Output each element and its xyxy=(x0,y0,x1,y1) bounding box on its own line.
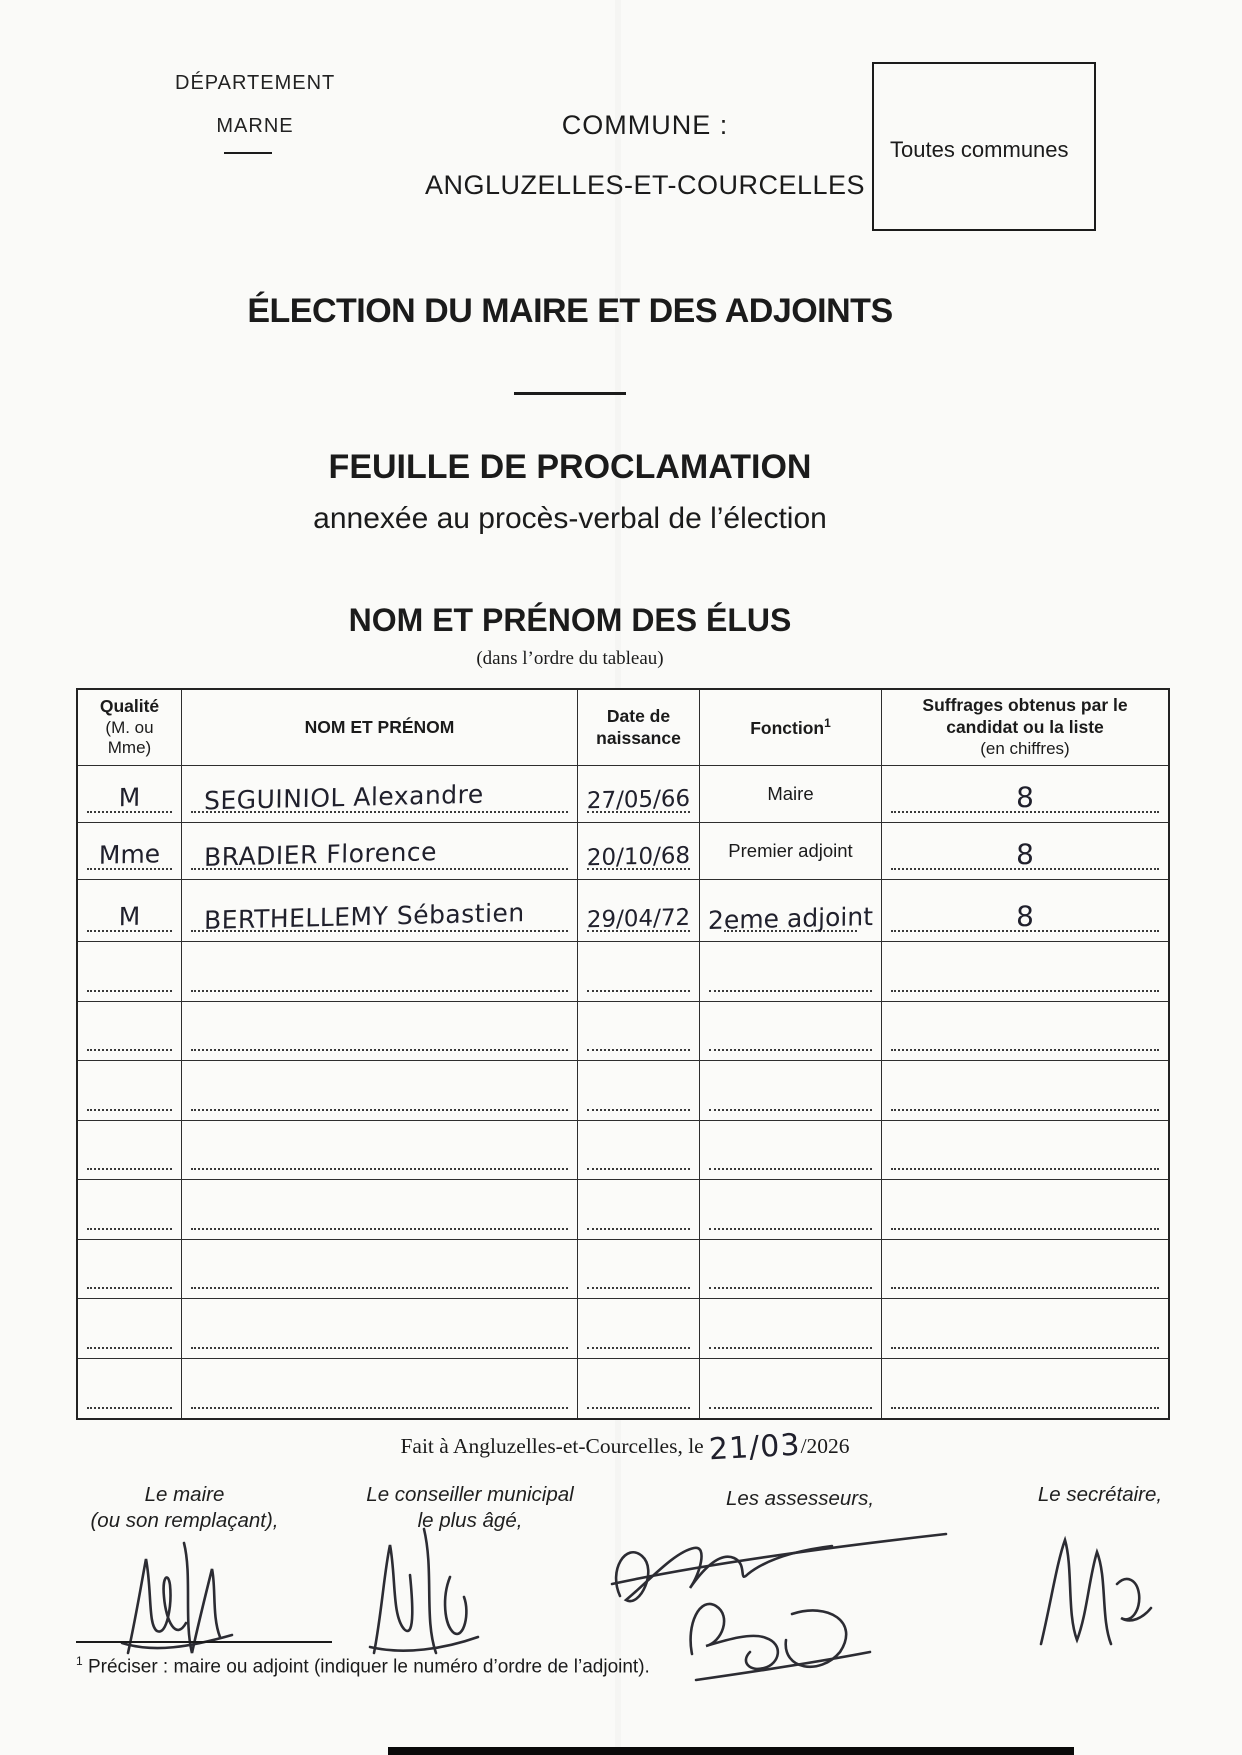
row1-nom xyxy=(182,766,578,823)
row3-qualite-value: M xyxy=(118,901,141,932)
row7-fonction xyxy=(700,1121,882,1181)
row7-naissance xyxy=(578,1121,700,1181)
row2-nom xyxy=(182,823,578,880)
row1-naissance-value: 27/05/66 xyxy=(586,785,691,815)
row1-nom-value: SEGUINIOL Alexandre xyxy=(203,779,484,816)
row11-nom xyxy=(182,1359,578,1419)
row9-nom xyxy=(182,1240,578,1300)
footnote xyxy=(76,1654,716,1678)
commune-value: ANGLUZELLES-ET-COURCELLES xyxy=(424,170,866,200)
col-header-suffrages-title: Suffrages obtenus par le candidat ou la liste xyxy=(922,695,1128,738)
row10-naissance xyxy=(578,1299,700,1359)
departement-value: MARNE xyxy=(216,115,294,137)
row4-fonction xyxy=(700,942,882,1002)
col-header-fonction-title: Fonction$^1$ xyxy=(750,715,831,738)
footnote-rule xyxy=(76,1641,332,1643)
title-nom-prenom-elus: NOM ET PRÉNOM DES ÉLUS xyxy=(348,602,792,638)
row2-naissance-value: 20/10/68 xyxy=(586,842,691,872)
fait-a-date-handwritten: 21/03 xyxy=(708,1427,802,1468)
row1-qualite xyxy=(78,766,182,823)
departement-label: DÉPARTEMENT xyxy=(175,72,336,94)
row5-fonction xyxy=(700,1002,882,1062)
row9-suffrages xyxy=(882,1240,1168,1300)
row2-qualite xyxy=(78,823,182,880)
title-election: ÉLECTION DU MAIRE ET DES ADJOINTS xyxy=(247,292,893,330)
row2-suffrages xyxy=(882,823,1168,880)
departement-underline xyxy=(224,152,272,154)
subtitle-ordre-tableau: (dans l’ordre du tableau) xyxy=(476,648,664,669)
row2-suffrages-value: 8 xyxy=(1015,837,1035,872)
label-conseiller-line1: Le conseiller municipal xyxy=(366,1483,574,1506)
fait-a-year-printed: /2026 xyxy=(800,1434,850,1458)
fait-a-line xyxy=(0,1427,1242,1468)
row7-nom xyxy=(182,1121,578,1181)
row9-fonction xyxy=(700,1240,882,1300)
toutes-communes-box xyxy=(872,62,1096,231)
row4-nom xyxy=(182,942,578,1002)
row6-qualite xyxy=(78,1061,182,1121)
row11-naissance xyxy=(578,1359,700,1419)
row3-suffrages-value: 8 xyxy=(1015,899,1035,934)
row11-qualite xyxy=(78,1359,182,1419)
row8-qualite xyxy=(78,1180,182,1240)
title-feuille: FEUILLE DE PROCLAMATION xyxy=(328,448,812,486)
row2-fonction xyxy=(700,823,882,880)
col-header-fonction xyxy=(700,690,882,766)
row3-naissance-value: 29/04/72 xyxy=(586,904,691,934)
row1-naissance xyxy=(578,766,700,823)
signature-secretaire xyxy=(1025,1522,1155,1662)
row10-fonction xyxy=(700,1299,882,1359)
commune-label: COMMUNE : xyxy=(561,110,729,140)
row6-fonction xyxy=(700,1061,882,1121)
label-assesseurs: Les assesseurs, xyxy=(725,1487,875,1510)
row2-nom-value: BRADIER Florence xyxy=(203,837,438,872)
row1-suffrages xyxy=(882,766,1168,823)
col-header-qualite-title: Qualité xyxy=(99,696,160,717)
row5-nom xyxy=(182,1002,578,1062)
row9-qualite xyxy=(78,1240,182,1300)
toutes-communes-text: Toutes communes xyxy=(890,137,1069,162)
row3-nom-value: BERTHELLEMY Sébastien xyxy=(203,898,525,935)
footnote-sup: 1 xyxy=(76,1654,83,1668)
label-secretaire: Le secrétaire, xyxy=(1037,1483,1163,1506)
signature-conseiller xyxy=(352,1515,487,1665)
footnote-text: Préciser : maire ou adjoint (indiquer le numéro d’ordre de l’adjoint). xyxy=(82,1656,650,1678)
row5-qualite xyxy=(78,1002,182,1062)
row2-fonction-value: Premier adjoint xyxy=(728,840,853,861)
row5-suffrages xyxy=(882,1002,1168,1062)
row8-naissance xyxy=(578,1180,700,1240)
row7-suffrages xyxy=(882,1121,1168,1181)
row1-fonction-value: Maire xyxy=(767,783,814,804)
scan-artifact-bar xyxy=(388,1747,1074,1755)
label-le-maire-line2: (ou son remplaçant), xyxy=(90,1509,279,1533)
col-header-naissance-title: Date de naissance xyxy=(596,705,681,748)
row8-nom xyxy=(182,1180,578,1240)
row3-fonction xyxy=(700,880,882,942)
row11-fonction xyxy=(700,1359,882,1419)
row3-fonction-value: 2eme adjoint xyxy=(707,901,874,936)
title-divider xyxy=(514,392,626,395)
label-conseiller-line2: le plus âgé, xyxy=(417,1509,523,1533)
row10-qualite xyxy=(78,1299,182,1359)
row4-naissance xyxy=(578,942,700,1002)
col-header-nom xyxy=(182,690,578,766)
row7-qualite xyxy=(78,1121,182,1181)
row1-qualite-value: M xyxy=(118,782,141,813)
row11-suffrages xyxy=(882,1359,1168,1419)
col-header-qualite-sub: (M. ou Mme) xyxy=(105,718,154,758)
row3-nom xyxy=(182,880,578,942)
row3-suffrages xyxy=(882,880,1168,942)
label-le-maire-line1: Le maire xyxy=(144,1483,225,1506)
row4-suffrages xyxy=(882,942,1168,1002)
row9-naissance xyxy=(578,1240,700,1300)
row6-suffrages xyxy=(882,1061,1168,1121)
col-header-suffrages-sub: (en chiffres) xyxy=(980,739,1070,759)
row10-nom xyxy=(182,1299,578,1359)
row1-fonction xyxy=(700,766,882,823)
col-header-naissance xyxy=(578,690,700,766)
row5-naissance xyxy=(578,1002,700,1062)
row10-suffrages xyxy=(882,1299,1168,1359)
row1-suffrages-value: 8 xyxy=(1015,780,1035,815)
row2-naissance xyxy=(578,823,700,880)
col-header-qualite xyxy=(78,690,182,766)
row2-qualite-value: Mme xyxy=(98,839,161,870)
row6-naissance xyxy=(578,1061,700,1121)
elected-officials-table xyxy=(76,688,1170,1420)
row4-qualite xyxy=(78,942,182,1002)
row8-suffrages xyxy=(882,1180,1168,1240)
row6-nom xyxy=(182,1061,578,1121)
subtitle-annexee: annexée au procès-verbal de l’élection xyxy=(313,502,827,535)
row8-fonction xyxy=(700,1180,882,1240)
col-header-nom-title: NOM ET PRÉNOM xyxy=(304,716,455,737)
col-header-suffrages xyxy=(882,690,1168,766)
fait-a-prefix: Fait à Angluzelles-et-Courcelles, le xyxy=(400,1434,710,1458)
row3-qualite xyxy=(78,880,182,942)
row3-naissance xyxy=(578,880,700,942)
signature-maire xyxy=(110,1525,245,1665)
